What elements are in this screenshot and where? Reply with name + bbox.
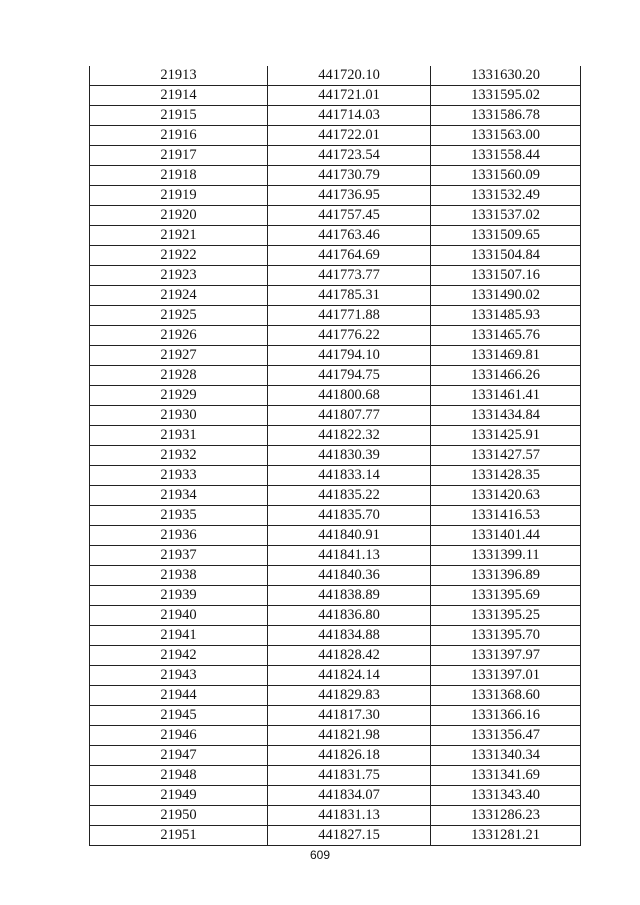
y-coordinate-cell: 1331560.09 [431,166,581,186]
table-row [90,466,581,486]
y-coordinate-cell: 1331630.20 [431,66,581,86]
point-id-cell: 21942 [90,646,268,666]
point-id-cell: 21937 [90,546,268,566]
point-id-cell: 21948 [90,766,268,786]
table-row [90,766,581,786]
point-id-cell: 21923 [90,266,268,286]
point-id-cell: 21946 [90,726,268,746]
y-coordinate-cell: 1331395.69 [431,586,581,606]
x-coordinate-cell: 441841.13 [268,546,431,566]
table-row [90,686,581,706]
coordinate-table-body [90,66,581,846]
y-coordinate-cell: 1331427.57 [431,446,581,466]
y-coordinate-cell: 1331286.23 [431,806,581,826]
y-coordinate-cell: 1331509.65 [431,226,581,246]
table-row [90,726,581,746]
x-coordinate-cell: 441773.77 [268,266,431,286]
x-coordinate-cell: 441800.68 [268,386,431,406]
table-row [90,446,581,466]
x-coordinate-cell: 441829.83 [268,686,431,706]
x-coordinate-cell: 441794.75 [268,366,431,386]
point-id-cell: 21947 [90,746,268,766]
x-coordinate-cell: 441785.31 [268,286,431,306]
x-coordinate-cell: 441833.14 [268,466,431,486]
y-coordinate-cell: 1331397.97 [431,646,581,666]
point-id-cell: 21932 [90,446,268,466]
y-coordinate-cell: 1331532.49 [431,186,581,206]
table-row [90,366,581,386]
point-id-cell: 21939 [90,586,268,606]
x-coordinate-cell: 441757.45 [268,206,431,226]
point-id-cell: 21931 [90,426,268,446]
point-id-cell: 21933 [90,466,268,486]
y-coordinate-cell: 1331465.76 [431,326,581,346]
table-row [90,86,581,106]
point-id-cell: 21950 [90,806,268,826]
table-row [90,546,581,566]
x-coordinate-cell: 441831.75 [268,766,431,786]
x-coordinate-cell: 441764.69 [268,246,431,266]
x-coordinate-cell: 441817.30 [268,706,431,726]
table-row [90,326,581,346]
point-id-cell: 21936 [90,526,268,546]
point-id-cell: 21925 [90,306,268,326]
table-row [90,346,581,366]
table-row [90,506,581,526]
x-coordinate-cell: 441828.42 [268,646,431,666]
x-coordinate-cell: 441763.46 [268,226,431,246]
coordinate-table-sheet [89,66,577,846]
x-coordinate-cell: 441720.10 [268,66,431,86]
x-coordinate-cell: 441826.18 [268,746,431,766]
x-coordinate-cell: 441771.88 [268,306,431,326]
x-coordinate-cell: 441722.01 [268,126,431,146]
y-coordinate-cell: 1331504.84 [431,246,581,266]
y-coordinate-cell: 1331537.02 [431,206,581,226]
table-row [90,826,581,846]
y-coordinate-cell: 1331563.00 [431,126,581,146]
page-number: 609 [309,848,331,862]
table-row [90,206,581,226]
point-id-cell: 21928 [90,366,268,386]
x-coordinate-cell: 441840.36 [268,566,431,586]
y-coordinate-cell: 1331425.91 [431,426,581,446]
y-coordinate-cell: 1331416.53 [431,506,581,526]
y-coordinate-cell: 1331466.26 [431,366,581,386]
y-coordinate-cell: 1331485.93 [431,306,581,326]
x-coordinate-cell: 441721.01 [268,86,431,106]
x-coordinate-cell: 441794.10 [268,346,431,366]
table-row [90,266,581,286]
table-row [90,166,581,186]
table-row [90,386,581,406]
table-row [90,606,581,626]
table-row [90,706,581,726]
x-coordinate-cell: 441831.13 [268,806,431,826]
point-id-cell: 21944 [90,686,268,706]
y-coordinate-cell: 1331558.44 [431,146,581,166]
point-id-cell: 21945 [90,706,268,726]
table-row [90,286,581,306]
table-row [90,786,581,806]
table-row [90,646,581,666]
x-coordinate-cell: 441776.22 [268,326,431,346]
table-row [90,626,581,646]
point-id-cell: 21929 [90,386,268,406]
y-coordinate-cell: 1331428.35 [431,466,581,486]
point-id-cell: 21916 [90,126,268,146]
point-id-cell: 21913 [90,66,268,86]
y-coordinate-cell: 1331343.40 [431,786,581,806]
x-coordinate-cell: 441824.14 [268,666,431,686]
table-row [90,246,581,266]
coordinate-table [89,66,581,846]
point-id-cell: 21943 [90,666,268,686]
point-id-cell: 21941 [90,626,268,646]
x-coordinate-cell: 441821.98 [268,726,431,746]
point-id-cell: 21919 [90,186,268,206]
point-id-cell: 21940 [90,606,268,626]
point-id-cell: 21930 [90,406,268,426]
x-coordinate-cell: 441723.54 [268,146,431,166]
point-id-cell: 21927 [90,346,268,366]
point-id-cell: 21918 [90,166,268,186]
table-row [90,426,581,446]
y-coordinate-cell: 1331366.16 [431,706,581,726]
point-id-cell: 21922 [90,246,268,266]
x-coordinate-cell: 441840.91 [268,526,431,546]
table-row [90,406,581,426]
point-id-cell: 21935 [90,506,268,526]
y-coordinate-cell: 1331399.11 [431,546,581,566]
y-coordinate-cell: 1331507.16 [431,266,581,286]
point-id-cell: 21915 [90,106,268,126]
point-id-cell: 21917 [90,146,268,166]
y-coordinate-cell: 1331397.01 [431,666,581,686]
table-row [90,66,581,86]
y-coordinate-cell: 1331341.69 [431,766,581,786]
table-row [90,126,581,146]
y-coordinate-cell: 1331490.02 [431,286,581,306]
table-row [90,486,581,506]
point-id-cell: 21921 [90,226,268,246]
table-row [90,666,581,686]
y-coordinate-cell: 1331396.89 [431,566,581,586]
x-coordinate-cell: 441836.80 [268,606,431,626]
table-row [90,586,581,606]
y-coordinate-cell: 1331420.63 [431,486,581,506]
point-id-cell: 21949 [90,786,268,806]
y-coordinate-cell: 1331461.41 [431,386,581,406]
x-coordinate-cell: 441830.39 [268,446,431,466]
table-row [90,306,581,326]
y-coordinate-cell: 1331586.78 [431,106,581,126]
x-coordinate-cell: 441838.89 [268,586,431,606]
y-coordinate-cell: 1331401.44 [431,526,581,546]
table-row [90,566,581,586]
x-coordinate-cell: 441835.70 [268,506,431,526]
x-coordinate-cell: 441714.03 [268,106,431,126]
point-id-cell: 21914 [90,86,268,106]
table-row [90,526,581,546]
y-coordinate-cell: 1331356.47 [431,726,581,746]
y-coordinate-cell: 1331368.60 [431,686,581,706]
x-coordinate-cell: 441827.15 [268,826,431,846]
table-row [90,746,581,766]
y-coordinate-cell: 1331395.70 [431,626,581,646]
x-coordinate-cell: 441835.22 [268,486,431,506]
table-row [90,226,581,246]
point-id-cell: 21926 [90,326,268,346]
y-coordinate-cell: 1331340.34 [431,746,581,766]
table-row [90,146,581,166]
x-coordinate-cell: 441730.79 [268,166,431,186]
y-coordinate-cell: 1331281.21 [431,826,581,846]
y-coordinate-cell: 1331469.81 [431,346,581,366]
x-coordinate-cell: 441736.95 [268,186,431,206]
point-id-cell: 21924 [90,286,268,306]
table-row [90,806,581,826]
table-row [90,106,581,126]
point-id-cell: 21938 [90,566,268,586]
y-coordinate-cell: 1331395.25 [431,606,581,626]
x-coordinate-cell: 441822.32 [268,426,431,446]
point-id-cell: 21934 [90,486,268,506]
x-coordinate-cell: 441834.88 [268,626,431,646]
y-coordinate-cell: 1331595.02 [431,86,581,106]
y-coordinate-cell: 1331434.84 [431,406,581,426]
point-id-cell: 21951 [90,826,268,846]
x-coordinate-cell: 441834.07 [268,786,431,806]
point-id-cell: 21920 [90,206,268,226]
table-row [90,186,581,206]
x-coordinate-cell: 441807.77 [268,406,431,426]
